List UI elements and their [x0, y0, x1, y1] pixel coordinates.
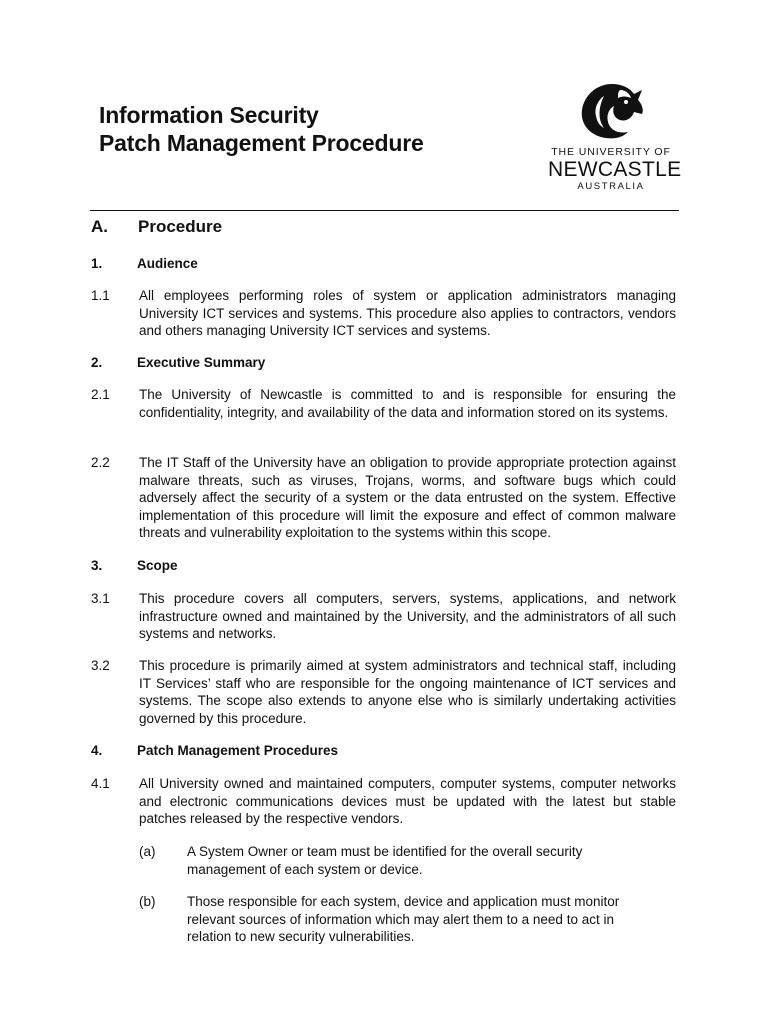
subitem-label: (b)	[139, 894, 156, 909]
section-letter: A.	[91, 217, 108, 236]
paragraph-text: The University of Newcastle is committed to and is responsible for ensuring the confidentiality, integrity, and availability of the data and information stored on its systems.	[139, 387, 676, 420]
heading-number: 1.	[91, 256, 103, 271]
logo-line-1: THE UNIVERSITY OF	[551, 146, 671, 158]
paragraph-number: 2.2	[91, 455, 110, 470]
logo-line-3: AUSTRALIA	[577, 181, 645, 192]
heading-number: 2.	[91, 355, 103, 370]
paragraph-text: This procedure is primarily aimed at system administrators and technical staff, including IT Services’ staff who are responsible for the ongoing maintenance of ICT services and systems. The scope also extends to anyone else who is similarly undertaking activities governed by this procedure.	[139, 658, 676, 726]
paragraph-number: 1.1	[91, 288, 110, 303]
paragraph-text: All University owned and maintained computers, computer systems, computer networks and electronic communications devices must be updated with the latest but stable patches released by the respective vendors.	[139, 776, 676, 827]
heading-title: Audience	[137, 256, 198, 271]
header-divider	[90, 210, 679, 211]
logo-line-2: NEWCASTLE	[548, 158, 682, 181]
paragraph-number: 2.1	[91, 387, 110, 402]
section-title: Procedure	[138, 217, 223, 236]
university-logo	[548, 80, 682, 192]
paragraph-text: The IT Staff of the University have an obligation to provide appropriate protection against malware threats, such as viruses, Trojans, worms, and software bugs which could adversely affect the security of a system or the data entrusted on the system. Effective implementation of this procedure will limit the exposure and effect of common malware threats and vulnerability exploitation to the systems within this scope.	[139, 455, 676, 541]
heading-title: Patch Management Procedures	[137, 743, 339, 758]
seahorse-emblem-icon	[576, 80, 646, 142]
subitem-label: (a)	[139, 844, 156, 859]
heading-title: Executive Summary	[137, 355, 266, 370]
subitem-text: A System Owner or team must be identified for the overall security management of each system or device.	[187, 844, 583, 877]
paragraph-number: 4.1	[91, 776, 110, 791]
paragraph-number: 3.2	[91, 658, 110, 673]
heading-number: 3.	[91, 558, 103, 573]
heading-number: 4.	[91, 743, 103, 758]
paragraph-text: This procedure covers all computers, servers, systems, applications, and network infrastructure owned and maintained by the University, and the administrators of all such systems and networks.	[139, 591, 676, 642]
title-line-1: Information Security	[99, 102, 319, 128]
paragraph-number: 3.1	[91, 591, 110, 606]
title-line-2: Patch Management Procedure	[99, 130, 424, 156]
subitem-text: Those responsible for each system, device and application must monitor relevant sources of information which may alert them to a need to act in relation to new security vulnerabilities.	[187, 894, 620, 945]
paragraph-text: All employees performing roles of system or application administrators managing University ICT services and systems. This procedure also applies to contractors, vendors and others managing University ICT services and systems.	[139, 288, 676, 339]
document-title	[99, 101, 424, 157]
heading-title: Scope	[137, 558, 178, 573]
